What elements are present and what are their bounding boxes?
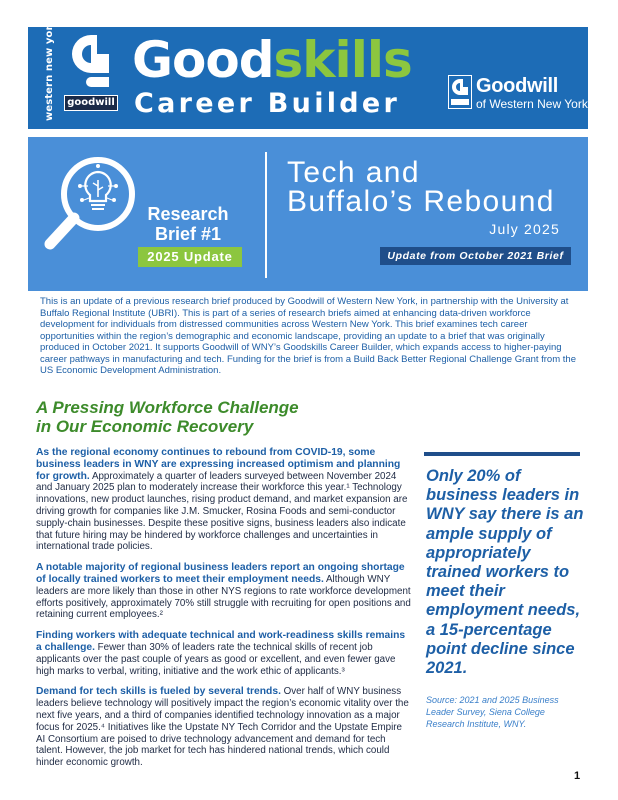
research-brief-label <box>138 204 238 244</box>
research-brief-line1: Research <box>147 204 229 224</box>
banner-divider <box>265 152 267 278</box>
section-heading-line1: A Pressing Workforce Challenge <box>36 398 299 417</box>
title-skills: skills <box>273 31 412 89</box>
update-year-badge: 2025 Update <box>138 247 242 267</box>
paragraph-lead: A notable majority of regional business leaders report an ongoing shortage of locally trained workers to meet their employment needs. <box>36 562 405 585</box>
brief-title <box>287 158 577 216</box>
goodwill-g-icon <box>70 33 112 89</box>
region-vertical-text: western new york <box>44 18 55 121</box>
career-builder-title: Career Builder <box>134 88 401 119</box>
paragraph-lead: Finding workers with adequate technical and work-readiness skills remains a challenge. <box>36 630 406 653</box>
goodwill-logo <box>64 33 118 121</box>
body-paragraph <box>36 630 412 677</box>
goodwill-wny-logo <box>448 75 588 115</box>
paragraph-body: Approximately a quarter of leaders surveyed between November 2024 and January 2025 plan to moderately increase their workforce this year.¹ Technology innovations, new product launches, rising product demand, and market expansion are driving growth for companies like J.M. Smucker, Rosina Foods and semi-conductor supply-chain businesses. Despite these positive signs, business leaders also indicate that future hiring may be hindered by workforce challenges and uncertainties in international trade policies. <box>36 470 408 553</box>
section-heading-line2: in Our Economic Recovery <box>36 417 254 436</box>
body-paragraph <box>36 447 412 553</box>
intro-paragraph: This is an update of a previous research brief produced by Goodwill of Western New York, in partnership with the University at Buffalo Regional Institute (UBRI). This is part of a series of research briefs aimed at enhancing data-driven workforce development for individuals from distressed communities across Western New York. This brief examines tech career opportunities within the region’s demographic and economic landscape, providing an update to a brief that was originally produced in October 2021. It supports Goodwill of WNY’s Goodskills Career Builder, which expands access to higher-paying career pathways in manufacturing and tech. Funding for the brief is from a Build Back Better Regional Challenge Grant from the US Economic Development Administration. <box>40 296 576 376</box>
brief-title-line2: Buffalo’s Rebound <box>287 185 555 218</box>
brief-date: July 2025 <box>489 221 560 237</box>
body-paragraph <box>36 562 412 621</box>
paragraph-body: Over half of WNY business leaders believe technology will positively impact the region’s economic vitality over the next five years, and a third of companies identified technology innovation as a major focus for 2025.⁴ Initiatives like the Upstate NY Tech Corridor and the Upstate Empire AI Consortium are poised to drive technology advancement and demand for tech talent. However, the job market for tech has hindered national trends, which could hinder economic growth. <box>36 686 409 769</box>
paragraph-lead: Demand for tech skills is fueled by several trends. <box>36 686 281 698</box>
callout-quote: Only 20% of business leaders in WNY say there is an ample supply of appropriately trained workers to meet their employment needs, a 15-percentage point decline since 2021. <box>426 467 584 678</box>
paragraph-body: Although WNY leaders are more likely than those in other NYS regions to rate workforce development efforts positively, approximately 70% still struggle with recruiting for open positions and retaining current employees.² <box>36 573 411 621</box>
goodskills-title <box>132 32 412 88</box>
goodwill-wny-g-icon <box>448 75 472 109</box>
paragraph-lead: As the regional economy continues to rebound from COVID-19, some business leaders in WNY are expressing increased optimism and planning for growth. <box>36 447 401 482</box>
research-brief-line2: Brief #1 <box>154 224 222 244</box>
body-paragraph <box>36 686 412 769</box>
callout-source: Source: 2021 and 2025 Business Leader Survey, Siena College Research Institute, WNY. <box>426 695 559 729</box>
callout-rule <box>424 452 580 456</box>
magnifier-lightbulb-icon <box>36 150 154 260</box>
brief-title-line1: Tech and <box>287 156 420 189</box>
section-heading <box>36 398 376 436</box>
org-name: Goodwill <box>476 75 559 97</box>
update-note-badge: Update from October 2021 Brief <box>380 247 571 265</box>
goodwill-wordmark: goodwill <box>64 95 118 111</box>
body-column <box>36 447 412 778</box>
page-number: 1 <box>574 770 581 782</box>
paragraph-body: Fewer than 30% of leaders rate the technical skills of recent job applicants over the past couple of years as good or excellent, and even fewer gave high marks to verbal, writing, initiative and the work ethic of applicants.³ <box>36 641 396 677</box>
org-subtitle: of Western New York <box>476 97 588 111</box>
title-good: Good <box>132 31 274 89</box>
